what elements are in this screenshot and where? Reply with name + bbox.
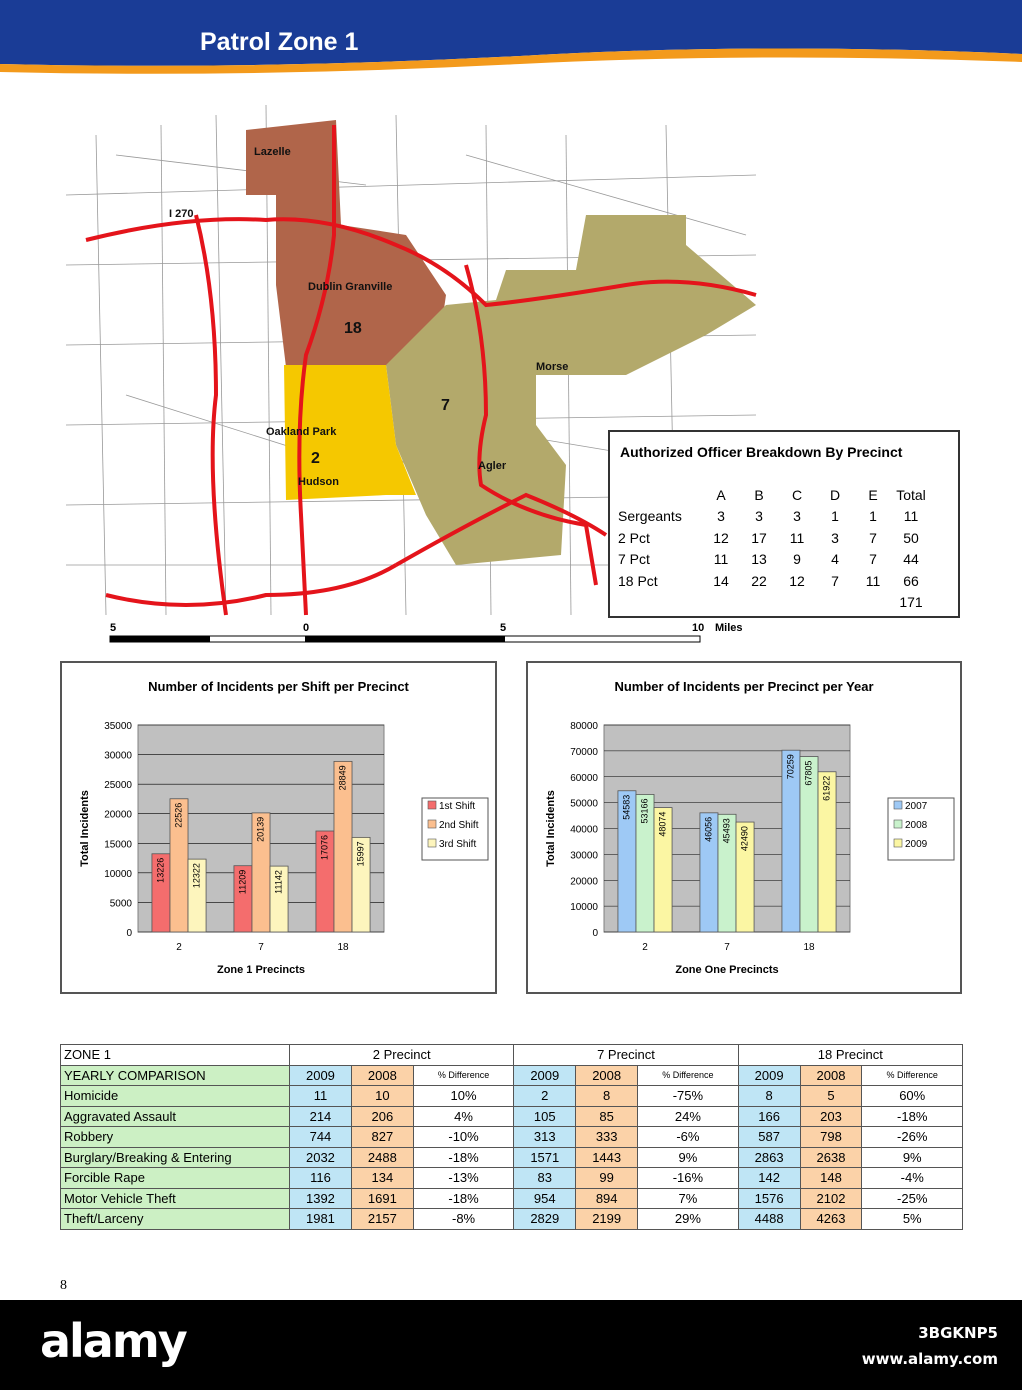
zone-label: ZONE 1 — [61, 1045, 290, 1066]
legend-swatch — [428, 839, 436, 847]
count-cell: 8 — [576, 1086, 638, 1107]
x-tick-label: 18 — [803, 942, 815, 953]
count-cell: 744 — [290, 1127, 352, 1148]
legend-swatch — [894, 820, 902, 828]
officer-cell: 7 — [831, 572, 839, 589]
officer-breakdown-box — [608, 430, 960, 618]
data-label: 11209 — [237, 869, 248, 895]
data-label: 15997 — [355, 841, 366, 867]
street-label: Lazelle — [254, 146, 291, 158]
percent-difference-cell: 4% — [413, 1106, 514, 1127]
officer-header-row — [618, 484, 930, 506]
count-cell: 142 — [738, 1168, 800, 1189]
y-tick-label: 30000 — [104, 750, 132, 762]
percent-difference-cell: 9% — [638, 1147, 739, 1168]
page-number: 8 — [60, 1278, 67, 1293]
percent-difference-cell: 7% — [638, 1188, 739, 1209]
count-cell: 1443 — [576, 1147, 638, 1168]
count-cell: 894 — [576, 1188, 638, 1209]
officer-cell: 11 — [903, 508, 919, 525]
scale-label: 5 — [110, 622, 117, 634]
officer-cell: 50 — [903, 529, 919, 546]
count-cell: 2102 — [800, 1188, 862, 1209]
count-cell: 1392 — [290, 1188, 352, 1209]
officer-cell — [778, 592, 816, 614]
legend-label: 2009 — [905, 839, 928, 850]
y-tick-label: 70000 — [570, 746, 598, 758]
count-cell: 1571 — [514, 1147, 576, 1168]
data-label: 54583 — [621, 794, 632, 820]
table-row — [61, 1147, 963, 1168]
image-id: 3BGKNP5 — [918, 1324, 998, 1342]
crime-label: Motor Vehicle Theft — [61, 1188, 290, 1209]
y-tick-label: 40000 — [570, 824, 598, 836]
officer-col-header — [618, 484, 702, 506]
officer-cell: 7 — [869, 551, 877, 568]
count-cell: 116 — [290, 1168, 352, 1189]
chart-svg — [62, 663, 495, 992]
officer-cell: 14 — [713, 572, 729, 589]
x-tick-label: 18 — [337, 942, 349, 953]
table-row — [61, 1188, 963, 1209]
crime-label: Homicide — [61, 1086, 290, 1107]
data-label: 45493 — [721, 818, 732, 844]
table-header-row — [61, 1045, 963, 1066]
officer-cell: 17 — [751, 529, 767, 546]
officer-col-header: E — [868, 486, 878, 503]
data-label: 12322 — [191, 863, 202, 889]
officer-col-header: D — [829, 486, 841, 503]
table-row — [61, 1127, 963, 1148]
count-cell: 2488 — [351, 1147, 413, 1168]
y-tick-label: 80000 — [570, 721, 598, 732]
officer-cell: Sergeants — [618, 508, 682, 525]
street-label: Oakland Park — [266, 426, 337, 438]
y-tick-label: 25000 — [104, 780, 132, 792]
scale-unit: Miles — [715, 622, 743, 634]
y-tick-label: 60000 — [570, 772, 598, 784]
y-tick-label: 10000 — [104, 868, 132, 880]
officer-cell: 12 — [713, 529, 729, 546]
y-tick-label: 50000 — [570, 798, 598, 810]
percent-difference-cell: -8% — [413, 1209, 514, 1230]
legend-label: 2nd Shift — [439, 820, 479, 831]
count-cell: 206 — [351, 1106, 413, 1127]
data-label: 46056 — [703, 816, 714, 842]
precinct-header: 7 Precinct — [514, 1045, 738, 1066]
count-cell: 2157 — [351, 1209, 413, 1230]
data-label: 28849 — [337, 765, 348, 791]
legend-swatch — [894, 801, 902, 809]
percent-difference-cell: 24% — [638, 1106, 739, 1127]
x-tick-label: 7 — [724, 942, 730, 953]
page-title: Patrol Zone 1 — [200, 28, 359, 56]
percent-difference-cell: -18% — [413, 1188, 514, 1209]
count-cell: 4488 — [738, 1209, 800, 1230]
count-cell: 2032 — [290, 1147, 352, 1168]
y-tick-label: 35000 — [104, 721, 132, 732]
officer-cell — [740, 592, 778, 614]
officer-cell: 7 Pct — [618, 551, 650, 568]
count-cell: 313 — [514, 1127, 576, 1148]
data-label: 53166 — [639, 798, 650, 824]
officer-cell: 4 — [831, 551, 839, 568]
y-tick-label: 10000 — [570, 902, 598, 914]
incidents-per-shift-chart — [60, 661, 497, 994]
legend-label: 2007 — [905, 801, 928, 812]
precinct-18-label: 18 — [344, 320, 362, 337]
count-cell: 148 — [800, 1168, 862, 1189]
data-label: 22526 — [173, 802, 184, 828]
officer-col-header: C — [791, 486, 803, 503]
officer-cell: 12 — [789, 572, 805, 589]
map-scale-bar — [100, 620, 780, 650]
count-cell: 10 — [351, 1086, 413, 1107]
y-axis-label: Total Incidents — [545, 790, 557, 867]
crime-label: Burglary/Breaking & Entering — [61, 1147, 290, 1168]
watermark-footer — [0, 1300, 1022, 1390]
count-cell: 214 — [290, 1106, 352, 1127]
data-label: 13226 — [155, 857, 166, 883]
count-cell: 8 — [738, 1086, 800, 1107]
officer-cell: 9 — [793, 551, 801, 568]
scale-label: 0 — [303, 622, 310, 634]
data-label: 61922 — [821, 775, 832, 801]
officer-cell — [702, 592, 740, 614]
count-cell: 2199 — [576, 1209, 638, 1230]
percent-difference-cell: 29% — [638, 1209, 739, 1230]
count-cell: 5 — [800, 1086, 862, 1107]
x-axis-label: Zone 1 Precincts — [216, 964, 306, 976]
percent-difference-cell: -16% — [638, 1168, 739, 1189]
year-header: 2008 — [800, 1065, 862, 1086]
precinct-7-label: 7 — [441, 397, 450, 414]
table-row — [61, 1086, 963, 1107]
y-tick-label: 15000 — [104, 839, 132, 851]
y-tick-label: 30000 — [570, 850, 598, 862]
officer-col-header: A — [716, 486, 726, 503]
count-cell: 587 — [738, 1127, 800, 1148]
data-label: 11142 — [273, 870, 284, 894]
data-label: 67805 — [803, 760, 814, 786]
legend-label: 2008 — [905, 820, 928, 831]
count-cell: 4263 — [800, 1209, 862, 1230]
count-cell: 105 — [514, 1106, 576, 1127]
page-header — [0, 0, 1022, 80]
count-cell: 798 — [800, 1127, 862, 1148]
x-axis-label: Zone One Precincts — [675, 964, 779, 976]
year-header: 2008 — [576, 1065, 638, 1086]
legend-label: 1st Shift — [439, 801, 476, 812]
diff-header: % Difference — [638, 1065, 739, 1086]
officer-total-sum: 171 — [899, 594, 923, 611]
percent-difference-cell: -26% — [862, 1127, 963, 1148]
precinct-header: 18 Precinct — [738, 1045, 962, 1066]
officer-cell — [816, 592, 854, 614]
crime-label: Theft/Larceny — [61, 1209, 290, 1230]
precinct-header: 2 Precinct — [290, 1045, 514, 1066]
officer-cell: 13 — [751, 551, 767, 568]
chart-svg — [528, 663, 960, 992]
crime-label: Forcible Rape — [61, 1168, 290, 1189]
legend-swatch — [428, 820, 436, 828]
count-cell: 827 — [351, 1127, 413, 1148]
officer-cell: 44 — [903, 551, 919, 568]
officer-cell: 18 Pct — [618, 572, 658, 589]
officer-breakdown-table — [618, 484, 930, 613]
officer-breakdown-title: Authorized Officer Breakdown By Precinct — [620, 444, 903, 460]
officer-row — [618, 527, 930, 549]
y-tick-label: 0 — [592, 928, 598, 939]
officer-cell: 2 Pct — [618, 529, 650, 546]
year-header: 2009 — [514, 1065, 576, 1086]
precinct-2-label: 2 — [311, 450, 320, 467]
header-banner — [0, 0, 1022, 80]
count-cell: 11 — [290, 1086, 352, 1107]
chart-title: Number of Incidents per Shift per Precinct — [148, 679, 409, 694]
percent-difference-cell: -10% — [413, 1127, 514, 1148]
y-axis-label: Total Incidents — [79, 790, 91, 867]
scale-label: 5 — [500, 622, 507, 634]
count-cell: 166 — [738, 1106, 800, 1127]
data-label: 70259 — [785, 754, 796, 780]
percent-difference-cell: -6% — [638, 1127, 739, 1148]
y-tick-label: 20000 — [104, 809, 132, 821]
street-label: Agler — [478, 460, 507, 472]
officer-cell — [618, 592, 702, 614]
legend-label: 3rd Shift — [439, 839, 477, 850]
percent-difference-cell: 60% — [862, 1086, 963, 1107]
count-cell: 2638 — [800, 1147, 862, 1168]
percent-difference-cell: -13% — [413, 1168, 514, 1189]
scale-label: 10 — [692, 622, 705, 634]
alamy-logo: alamy — [40, 1314, 186, 1368]
officer-row — [618, 570, 930, 592]
street-label: I 270 — [169, 208, 194, 220]
percent-difference-cell: -75% — [638, 1086, 739, 1107]
count-cell: 83 — [514, 1168, 576, 1189]
officer-cell: 11 — [865, 572, 881, 589]
incidents-per-year-chart — [526, 661, 962, 994]
count-cell: 1576 — [738, 1188, 800, 1209]
subheader-label: YEARLY COMPARISON — [61, 1065, 290, 1086]
year-header: 2008 — [351, 1065, 413, 1086]
officer-cell: 1 — [869, 508, 877, 525]
street-label: Hudson — [298, 476, 339, 488]
officer-row — [618, 549, 930, 571]
percent-difference-cell: -18% — [862, 1106, 963, 1127]
officer-cell: 66 — [903, 572, 919, 589]
officer-col-header: B — [754, 486, 764, 503]
street-label: Dublin Granville — [308, 281, 393, 293]
crime-label: Robbery — [61, 1127, 290, 1148]
officer-row — [618, 506, 930, 528]
x-tick-label: 7 — [258, 942, 264, 953]
crime-comparison-table — [60, 1044, 963, 1230]
percent-difference-cell: -4% — [862, 1168, 963, 1189]
count-cell: 2863 — [738, 1147, 800, 1168]
percent-difference-cell: -25% — [862, 1188, 963, 1209]
officer-cell: 3 — [831, 529, 839, 546]
percent-difference-cell: 10% — [413, 1086, 514, 1107]
year-header: 2009 — [290, 1065, 352, 1086]
percent-difference-cell: -18% — [413, 1147, 514, 1168]
year-header: 2009 — [738, 1065, 800, 1086]
data-label: 20139 — [255, 816, 266, 842]
legend-swatch — [894, 839, 902, 847]
count-cell: 134 — [351, 1168, 413, 1189]
x-tick-label: 2 — [176, 942, 182, 953]
officer-cell: 3 — [793, 508, 801, 525]
y-tick-label: 20000 — [570, 876, 598, 888]
count-cell: 954 — [514, 1188, 576, 1209]
count-cell: 1691 — [351, 1188, 413, 1209]
chart-title: Number of Incidents per Precinct per Year — [614, 679, 874, 694]
y-tick-label: 5000 — [109, 898, 132, 910]
count-cell: 203 — [800, 1106, 862, 1127]
officer-cell — [854, 592, 892, 614]
legend-swatch — [428, 801, 436, 809]
officer-cell: 3 — [717, 508, 725, 525]
officer-cell: 3 — [755, 508, 763, 525]
officer-cell: 11 — [713, 551, 729, 568]
count-cell: 333 — [576, 1127, 638, 1148]
diff-header: % Difference — [413, 1065, 514, 1086]
y-tick-label: 0 — [126, 928, 132, 939]
table-row — [61, 1209, 963, 1230]
officer-cell: 1 — [831, 508, 839, 525]
officer-row — [618, 592, 930, 614]
street-label: Morse — [536, 361, 569, 373]
percent-difference-cell: 5% — [862, 1209, 963, 1230]
officer-cell: 22 — [751, 572, 767, 589]
count-cell: 99 — [576, 1168, 638, 1189]
footer-url: www.alamy.com — [861, 1350, 998, 1368]
data-label: 17076 — [319, 835, 330, 861]
data-label: 48074 — [657, 811, 668, 837]
table-row — [61, 1106, 963, 1127]
count-cell: 85 — [576, 1106, 638, 1127]
officer-col-header: Total — [896, 486, 926, 503]
crime-label: Aggravated Assault — [61, 1106, 290, 1127]
officer-cell: 7 — [869, 529, 877, 546]
x-tick-label: 2 — [642, 942, 648, 953]
count-cell: 2 — [514, 1086, 576, 1107]
percent-difference-cell: 9% — [862, 1147, 963, 1168]
table-subheader-row — [61, 1065, 963, 1086]
count-cell: 2829 — [514, 1209, 576, 1230]
data-label: 42490 — [739, 826, 750, 852]
table-row — [61, 1168, 963, 1189]
officer-cell: 11 — [789, 529, 805, 546]
diff-header: % Difference — [862, 1065, 963, 1086]
count-cell: 1981 — [290, 1209, 352, 1230]
